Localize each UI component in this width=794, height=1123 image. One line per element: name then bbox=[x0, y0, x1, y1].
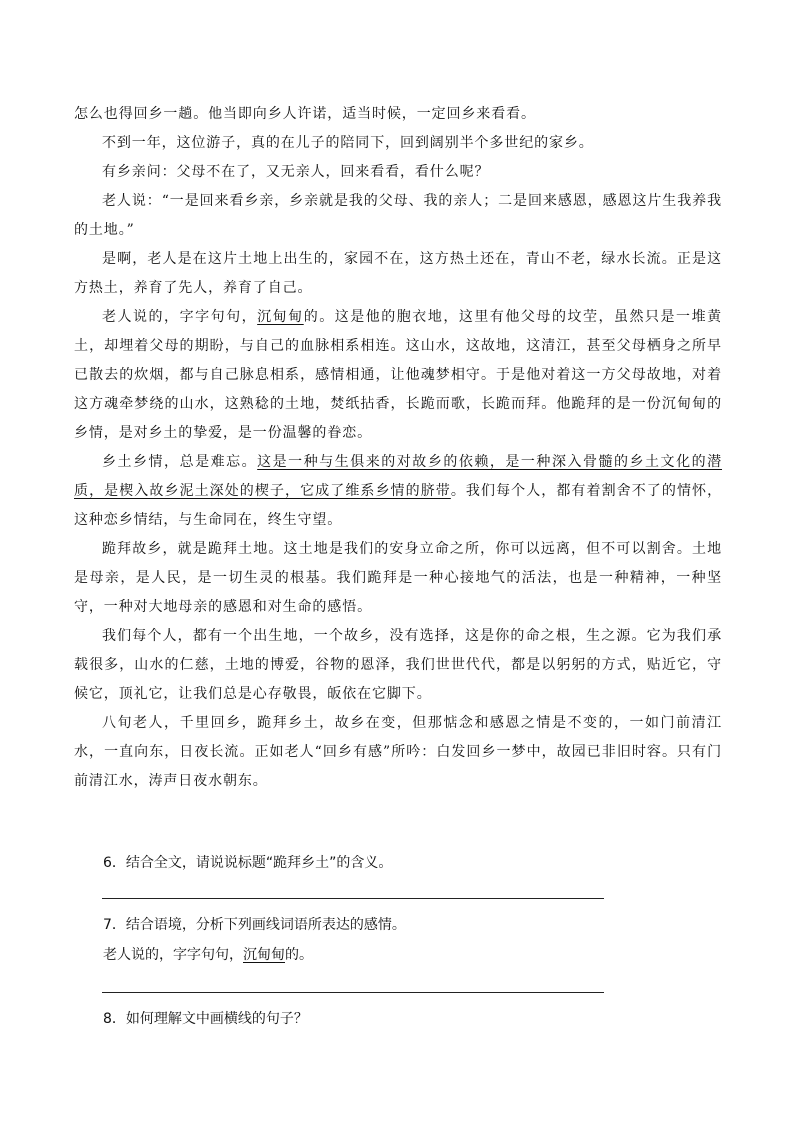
passage-paragraph-7 bbox=[74, 448, 722, 535]
passage bbox=[74, 100, 722, 796]
paragraph-7-text-after: 。我们每个人，都有着割舍不了的情怀，这种恋乡情结，与生命同在，终生守望。 bbox=[74, 483, 722, 528]
passage-paragraph-2: 不到一年，这位游子，真的在儿子的陪同下，回到阔别半个多世纪的家乡。 bbox=[102, 135, 594, 151]
underlined-sentence: 这是一种与生俱来的对故乡的依赖，是一种深入骨髓的乡土文化的潜质，是楔入故乡泥土深处的楔子，它成了维系乡情的脐带 bbox=[74, 454, 723, 499]
passage-paragraph-3: 有乡亲问：父母不在了，又无亲人，回来看看，看什么呢？ bbox=[102, 164, 490, 180]
quote-text-before: 老人说的，字字句句， bbox=[103, 947, 243, 963]
paragraph-7-text-before: 乡土乡情，总是难忘。 bbox=[102, 454, 258, 470]
question-8: 8．如何理解文中画横线的句子？ bbox=[103, 1011, 308, 1027]
passage-paragraph-4: 老人说：“一是回来看乡亲，乡亲就是我的父母、我的亲人；二是回来感恩，感恩这片生我养我的土地。” bbox=[74, 193, 722, 238]
paragraph-6-text-before: 老人说的，字字句句， bbox=[102, 309, 258, 325]
answer-line-6[interactable] bbox=[102, 898, 604, 899]
question-7: 7．结合语境，分析下列画线词语所表达的感情。 bbox=[103, 917, 406, 933]
question-6: 6．结合全文，请说说标题“跪拜乡土”的含义。 bbox=[103, 855, 393, 871]
passage-paragraph-8: 跪拜故乡，就是跪拜土地。这土地是我们的安身立命之所，你可以远离，但不可以割舍。土地是母亲，是人民，是一切生灵的根基。我们跪拜是一种心接地气的活法，也是一种精神，一种坚守，一种对大地母亲的感恩和对生命的感悟。 bbox=[74, 541, 722, 615]
quote-underlined-word: 沉甸甸 bbox=[243, 947, 285, 963]
passage-paragraph-9: 我们每个人，都有一个出生地，一个故乡，没有选择，这是你的命之根，生之源。它为我们承载很多，山水的仁慈，土地的博爱，谷物的恩泽，我们世世代代，都是以躬躬的方式，贴近它，守候它，顶礼它，让我们总是心存敬畏，皈依在它脚下。 bbox=[74, 628, 722, 702]
quote-text-after: 的。 bbox=[285, 947, 313, 963]
answer-line-7[interactable] bbox=[102, 992, 604, 993]
passage-paragraph-6 bbox=[74, 303, 722, 448]
paragraph-6-text-after: 的。这是他的胞衣地，这里有他父母的坟茔，虽然只是一堆黄土，却埋着父母的期盼，与自己的血脉相系相连。这山水，这故地，这清江，甚至父母栖身之所早已散去的炊烟，都与自己脉息相系，感情相通，让他魂梦相守。于是他对着这一方父母故地，对着这方魂牵梦绕的山水，这熟稔的土地，焚纸拈香，长跪而歌，长跪而拜。他跪拜的是一份沉甸甸的乡情，是对乡土的挚爱，是一份温馨的眷恋。 bbox=[74, 309, 722, 441]
passage-paragraph-5: 是啊，老人是在这片土地上出生的，家园不在，这方热土还在，青山不老，绿水长流。正是这方热土，养育了先人，养育了自己。 bbox=[74, 251, 722, 296]
passage-paragraph-1: 怎么也得回乡一趟。他当即向乡人许诺，适当时候，一定回乡来看看。 bbox=[74, 106, 536, 122]
question-7-quote bbox=[103, 944, 313, 964]
underlined-word: 沉甸甸 bbox=[257, 309, 304, 325]
passage-paragraph-10: 八旬老人，千里回乡，跪拜乡土，故乡在变，但那惦念和感恩之情是不变的，一如门前清江水，一直向东，日夜长流。正如老人“回乡有感”所吟：白发回乡一梦中，故园已非旧时容。只有门前清江水，涛声日夜水朝东。 bbox=[74, 715, 722, 789]
